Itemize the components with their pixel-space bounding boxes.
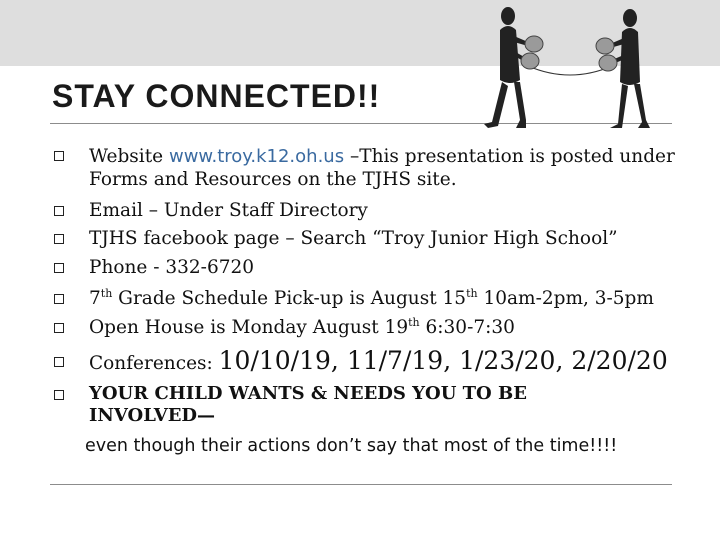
slide-title: STAY CONNECTED!! — [52, 78, 381, 114]
footnote-text: even though their actions don’t say that most of the time!!!! — [85, 436, 618, 456]
bullet-text: YOUR CHILD WANTS & NEEDS YOU TO BE INVOLVED— — [89, 383, 527, 426]
bullet-website-prefix: Website — [89, 146, 169, 167]
bullet-text: Phone - 332-6720 — [89, 257, 255, 278]
footer-divider — [50, 484, 672, 485]
conferences-label: Conferences: — [89, 353, 219, 374]
checkbox-bullet-icon — [54, 323, 64, 333]
conference-dates: 10/10/19, 11/7/19, 1/23/20, 2/20/20 — [218, 346, 668, 375]
bullet-text: TJHS facebook page – Search “Troy Junior High School” — [89, 228, 618, 249]
bullet-text: 7th Grade Schedule Pick-up is August 15th 10am-2pm, 3-5pm — [89, 287, 654, 309]
checkbox-bullet-icon — [54, 390, 64, 400]
checkbox-bullet-icon — [54, 294, 64, 304]
bullet-website-suffix: –This presentation is posted under Forms and Resources on the TJHS site. — [89, 146, 675, 190]
checkbox-bullet-icon — [54, 206, 64, 216]
bullet-text: Email – Under Staff Directory — [89, 200, 368, 221]
bullet-text — [89, 145, 679, 191]
checkbox-bullet-icon — [54, 357, 64, 367]
bullet-text — [89, 345, 668, 380]
checkbox-bullet-icon — [54, 151, 64, 161]
bullet-text: Open House is Monday August 19th 6:30-7:30 — [89, 316, 515, 338]
checkbox-bullet-icon — [54, 263, 64, 273]
checkbox-bullet-icon — [54, 234, 64, 244]
website-link[interactable]: www.troy.k12.oh.us — [168, 146, 345, 167]
